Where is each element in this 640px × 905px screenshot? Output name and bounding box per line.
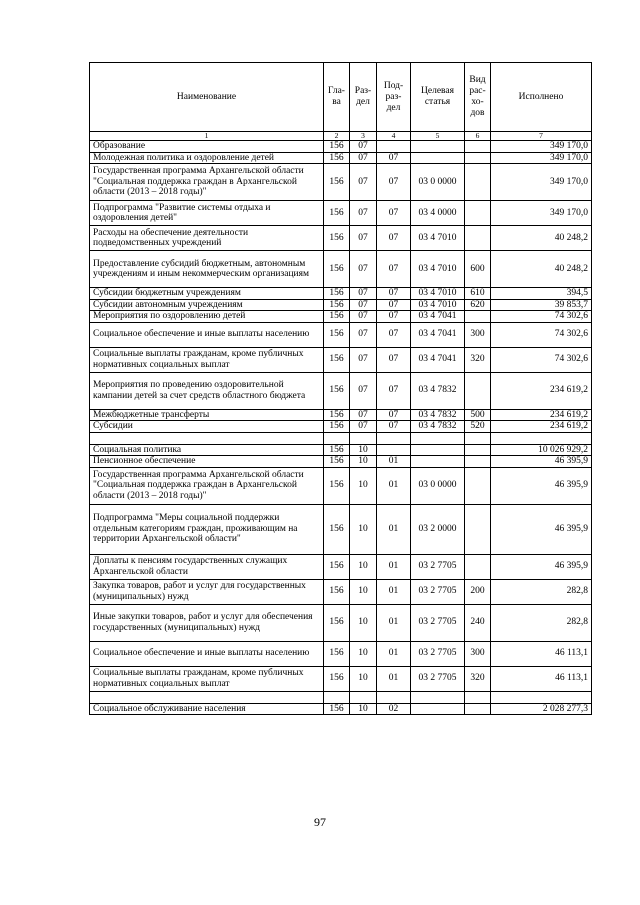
table-row [90, 409, 592, 421]
cell-podrazdel: 07 [377, 409, 411, 421]
cell-vid [465, 372, 491, 409]
cell-podrazdel: 07 [377, 299, 411, 311]
cell-name: Подпрограмма "Меры социальной поддержки отдельным категориям граждан, проживающим на территории Архангельской области" [90, 504, 324, 554]
cell-amount: 46 395,9 [491, 467, 592, 504]
cell-statya [411, 456, 465, 468]
cell-name [90, 432, 324, 444]
table-row [90, 456, 592, 468]
cell-amount: 10 026 929,2 [491, 444, 592, 456]
cell-podrazdel: 02 [377, 703, 411, 715]
cell-amount: 46 395,9 [491, 504, 592, 554]
cell-name: Субсидии автономным учреждениям [90, 299, 324, 311]
cell-statya: 03 0 0000 [411, 467, 465, 504]
cell-name: Государственная программа Архангельской области "Социальная поддержка граждан в Архангельской области (2013 – 2018 годы)" [90, 467, 324, 504]
cell-statya: 03 2 7705 [411, 554, 465, 579]
column-number-row [90, 132, 592, 141]
cell-razdel: 07 [350, 311, 377, 323]
table-row [90, 467, 592, 504]
header-podrazdel: Под- раз- дел [377, 63, 411, 132]
cell-name: Предоставление субсидий бюджетным, автономным учреждениям и иным некоммерческим организациям [90, 251, 324, 288]
table-row [90, 604, 592, 641]
cell-amount: 46 395,9 [491, 554, 592, 579]
cell-statya: 03 4 7010 [411, 288, 465, 300]
cell-razdel: 07 [350, 421, 377, 433]
cell-razdel: 07 [350, 347, 377, 372]
cell-name: Социальное обслуживание населения [90, 703, 324, 715]
cell-glava: 156 [324, 251, 350, 288]
header-row [90, 63, 592, 132]
cell-statya: 03 2 7705 [411, 579, 465, 604]
table-row [90, 141, 592, 153]
table-row [90, 347, 592, 372]
cell-glava [324, 691, 350, 703]
table-row [90, 226, 592, 251]
cell-name: Социальные выплаты гражданам, кроме публичных нормативных социальных выплат [90, 666, 324, 691]
cell-podrazdel: 07 [377, 322, 411, 347]
cell-podrazdel: 07 [377, 372, 411, 409]
cell-razdel: 07 [350, 152, 377, 164]
cell-podrazdel: 07 [377, 421, 411, 433]
cell-glava: 156 [324, 666, 350, 691]
cell-glava: 156 [324, 579, 350, 604]
cell-razdel: 07 [350, 372, 377, 409]
cell-podrazdel: 07 [377, 251, 411, 288]
cell-vid [465, 467, 491, 504]
cell-vid [465, 201, 491, 226]
cell-vid [465, 703, 491, 715]
cell-razdel: 07 [350, 226, 377, 251]
cell-statya [411, 141, 465, 153]
cell-amount: 234 619,2 [491, 409, 592, 421]
cell-vid: 200 [465, 579, 491, 604]
cell-glava: 156 [324, 554, 350, 579]
cell-podrazdel: 07 [377, 164, 411, 201]
cell-vid [465, 164, 491, 201]
cell-name: Закупка товаров, работ и услуг для государственных (муниципальных) нужд [90, 579, 324, 604]
cell-razdel: 07 [350, 299, 377, 311]
cell-statya [411, 152, 465, 164]
column-number: 4 [377, 132, 411, 141]
cell-glava: 156 [324, 467, 350, 504]
cell-statya: 03 4 0000 [411, 201, 465, 226]
cell-statya: 03 4 7041 [411, 322, 465, 347]
cell-podrazdel: 07 [377, 226, 411, 251]
cell-razdel [350, 432, 377, 444]
table-row [90, 201, 592, 226]
cell-razdel: 07 [350, 201, 377, 226]
cell-name: Подпрограмма "Развитие системы отдыха и оздоровления детей" [90, 201, 324, 226]
cell-glava: 156 [324, 641, 350, 666]
header-vid: Вид рас- хо- дов [465, 63, 491, 132]
cell-amount [491, 691, 592, 703]
cell-statya: 03 4 7832 [411, 409, 465, 421]
cell-statya [411, 703, 465, 715]
cell-amount: 40 248,2 [491, 226, 592, 251]
cell-glava: 156 [324, 372, 350, 409]
cell-name: Государственная программа Архангельской области "Социальная поддержка граждан в Архангельской области (2013 – 2018 годы)" [90, 164, 324, 201]
header-razdel: Раз- дел [350, 63, 377, 132]
cell-statya: 03 0 0000 [411, 164, 465, 201]
cell-razdel: 10 [350, 666, 377, 691]
cell-name: Социальное обеспечение и иные выплаты населению [90, 641, 324, 666]
cell-name: Мероприятия по проведению оздоровительной кампании детей за счет средств областного бюджета [90, 372, 324, 409]
cell-statya: 03 4 7010 [411, 299, 465, 311]
cell-amount: 46 395,9 [491, 456, 592, 468]
budget-table [89, 62, 592, 715]
cell-glava: 156 [324, 444, 350, 456]
cell-glava: 156 [324, 311, 350, 323]
cell-vid: 320 [465, 666, 491, 691]
cell-podrazdel: 01 [377, 579, 411, 604]
header-amount: Исполнено [491, 63, 592, 132]
cell-statya: 03 4 7010 [411, 251, 465, 288]
cell-statya: 03 2 0000 [411, 504, 465, 554]
cell-vid [465, 152, 491, 164]
table-row [90, 164, 592, 201]
cell-glava: 156 [324, 152, 350, 164]
cell-glava: 156 [324, 456, 350, 468]
cell-amount: 39 853,7 [491, 299, 592, 311]
cell-podrazdel: 07 [377, 152, 411, 164]
table-row [90, 691, 592, 703]
cell-vid: 240 [465, 604, 491, 641]
cell-vid: 320 [465, 347, 491, 372]
cell-podrazdel: 01 [377, 504, 411, 554]
cell-amount: 46 113,1 [491, 641, 592, 666]
cell-glava: 156 [324, 347, 350, 372]
table-row [90, 432, 592, 444]
cell-name: Субсидии бюджетным учреждениям [90, 288, 324, 300]
cell-vid [465, 432, 491, 444]
cell-amount: 282,8 [491, 579, 592, 604]
cell-razdel: 07 [350, 251, 377, 288]
cell-amount: 46 113,1 [491, 666, 592, 691]
cell-razdel: 07 [350, 409, 377, 421]
cell-glava: 156 [324, 504, 350, 554]
cell-vid [465, 504, 491, 554]
cell-statya [411, 691, 465, 703]
table-row [90, 504, 592, 554]
table-row [90, 666, 592, 691]
cell-name: Социальные выплаты гражданам, кроме публичных нормативных социальных выплат [90, 347, 324, 372]
table-row [90, 579, 592, 604]
cell-amount: 74 302,6 [491, 322, 592, 347]
cell-podrazdel: 01 [377, 604, 411, 641]
cell-razdel: 10 [350, 703, 377, 715]
cell-glava: 156 [324, 322, 350, 347]
cell-podrazdel [377, 691, 411, 703]
column-number: 2 [324, 132, 350, 141]
cell-statya: 03 4 7832 [411, 372, 465, 409]
budget-table-page [89, 62, 591, 715]
table-body [90, 141, 592, 715]
cell-podrazdel: 07 [377, 201, 411, 226]
cell-statya [411, 432, 465, 444]
cell-statya: 03 4 7832 [411, 421, 465, 433]
cell-name: Доплаты к пенсиям государственных служащих Архангельской области [90, 554, 324, 579]
column-number: 3 [350, 132, 377, 141]
cell-razdel: 10 [350, 504, 377, 554]
cell-vid: 520 [465, 421, 491, 433]
cell-razdel: 10 [350, 641, 377, 666]
table-row [90, 372, 592, 409]
cell-name: Субсидии [90, 421, 324, 433]
cell-glava: 156 [324, 164, 350, 201]
cell-name: Межбюджетные трансферты [90, 409, 324, 421]
header-glava: Гла- ва [324, 63, 350, 132]
cell-vid: 610 [465, 288, 491, 300]
cell-razdel: 07 [350, 141, 377, 153]
cell-vid [465, 141, 491, 153]
cell-vid: 300 [465, 322, 491, 347]
cell-name: Социальная политика [90, 444, 324, 456]
cell-vid [465, 554, 491, 579]
cell-amount: 74 302,6 [491, 347, 592, 372]
cell-vid: 300 [465, 641, 491, 666]
cell-glava: 156 [324, 604, 350, 641]
table-row [90, 288, 592, 300]
page-number: 97 [314, 815, 326, 829]
cell-razdel: 10 [350, 579, 377, 604]
cell-name: Мероприятия по оздоровлению детей [90, 311, 324, 323]
cell-glava: 156 [324, 299, 350, 311]
cell-amount: 74 302,6 [491, 311, 592, 323]
cell-statya: 03 2 7705 [411, 666, 465, 691]
cell-podrazdel: 07 [377, 311, 411, 323]
table-row [90, 299, 592, 311]
cell-amount: 40 248,2 [491, 251, 592, 288]
cell-statya: 03 2 7705 [411, 641, 465, 666]
cell-statya: 03 4 7041 [411, 311, 465, 323]
cell-amount: 282,8 [491, 604, 592, 641]
cell-glava [324, 432, 350, 444]
cell-name: Социальное обеспечение и иные выплаты населению [90, 322, 324, 347]
table-row [90, 251, 592, 288]
cell-statya: 03 4 7010 [411, 226, 465, 251]
cell-podrazdel: 01 [377, 641, 411, 666]
cell-name: Расходы на обеспечение деятельности подведомственных учреждений [90, 226, 324, 251]
cell-statya [411, 444, 465, 456]
cell-statya: 03 4 7041 [411, 347, 465, 372]
cell-amount: 349 170,0 [491, 152, 592, 164]
cell-glava: 156 [324, 703, 350, 715]
cell-amount: 349 170,0 [491, 164, 592, 201]
cell-amount: 2 028 277,3 [491, 703, 592, 715]
cell-vid [465, 444, 491, 456]
cell-vid [465, 691, 491, 703]
header-statya: Целевая статья [411, 63, 465, 132]
column-number: 6 [465, 132, 491, 141]
cell-razdel [350, 691, 377, 703]
cell-podrazdel: 01 [377, 666, 411, 691]
table-row [90, 444, 592, 456]
cell-vid: 620 [465, 299, 491, 311]
table-row [90, 421, 592, 433]
table-row [90, 152, 592, 164]
table-row [90, 641, 592, 666]
cell-vid: 500 [465, 409, 491, 421]
cell-razdel: 10 [350, 554, 377, 579]
cell-name [90, 691, 324, 703]
cell-podrazdel [377, 141, 411, 153]
cell-podrazdel: 07 [377, 347, 411, 372]
cell-razdel: 10 [350, 467, 377, 504]
table-row [90, 554, 592, 579]
cell-razdel: 07 [350, 288, 377, 300]
cell-glava: 156 [324, 288, 350, 300]
cell-glava: 156 [324, 141, 350, 153]
cell-glava: 156 [324, 226, 350, 251]
cell-amount: 349 170,0 [491, 201, 592, 226]
cell-podrazdel: 01 [377, 456, 411, 468]
cell-razdel: 10 [350, 444, 377, 456]
cell-glava: 156 [324, 409, 350, 421]
cell-amount [491, 432, 592, 444]
cell-name: Иные закупки товаров, работ и услуг для обеспечения государственных (муниципальных) нужд [90, 604, 324, 641]
cell-podrazdel: 01 [377, 554, 411, 579]
cell-amount: 394,5 [491, 288, 592, 300]
cell-razdel: 10 [350, 456, 377, 468]
column-number: 7 [491, 132, 592, 141]
cell-statya: 03 2 7705 [411, 604, 465, 641]
cell-podrazdel: 07 [377, 288, 411, 300]
cell-vid [465, 226, 491, 251]
cell-amount: 234 619,2 [491, 421, 592, 433]
cell-name: Молодежная политика и оздоровление детей [90, 152, 324, 164]
cell-razdel: 07 [350, 322, 377, 347]
cell-razdel: 10 [350, 604, 377, 641]
table-row [90, 703, 592, 715]
cell-vid: 600 [465, 251, 491, 288]
cell-name: Пенсионное обеспечение [90, 456, 324, 468]
table-row [90, 322, 592, 347]
cell-vid [465, 311, 491, 323]
cell-podrazdel [377, 444, 411, 456]
cell-podrazdel: 01 [377, 467, 411, 504]
cell-name: Образование [90, 141, 324, 153]
cell-glava: 156 [324, 421, 350, 433]
column-number: 5 [411, 132, 465, 141]
header-name: Наименование [90, 63, 324, 132]
cell-amount: 234 619,2 [491, 372, 592, 409]
cell-razdel: 07 [350, 164, 377, 201]
cell-glava: 156 [324, 201, 350, 226]
column-number: 1 [90, 132, 324, 141]
cell-podrazdel [377, 432, 411, 444]
cell-amount: 349 170,0 [491, 141, 592, 153]
cell-vid [465, 456, 491, 468]
table-row [90, 311, 592, 323]
